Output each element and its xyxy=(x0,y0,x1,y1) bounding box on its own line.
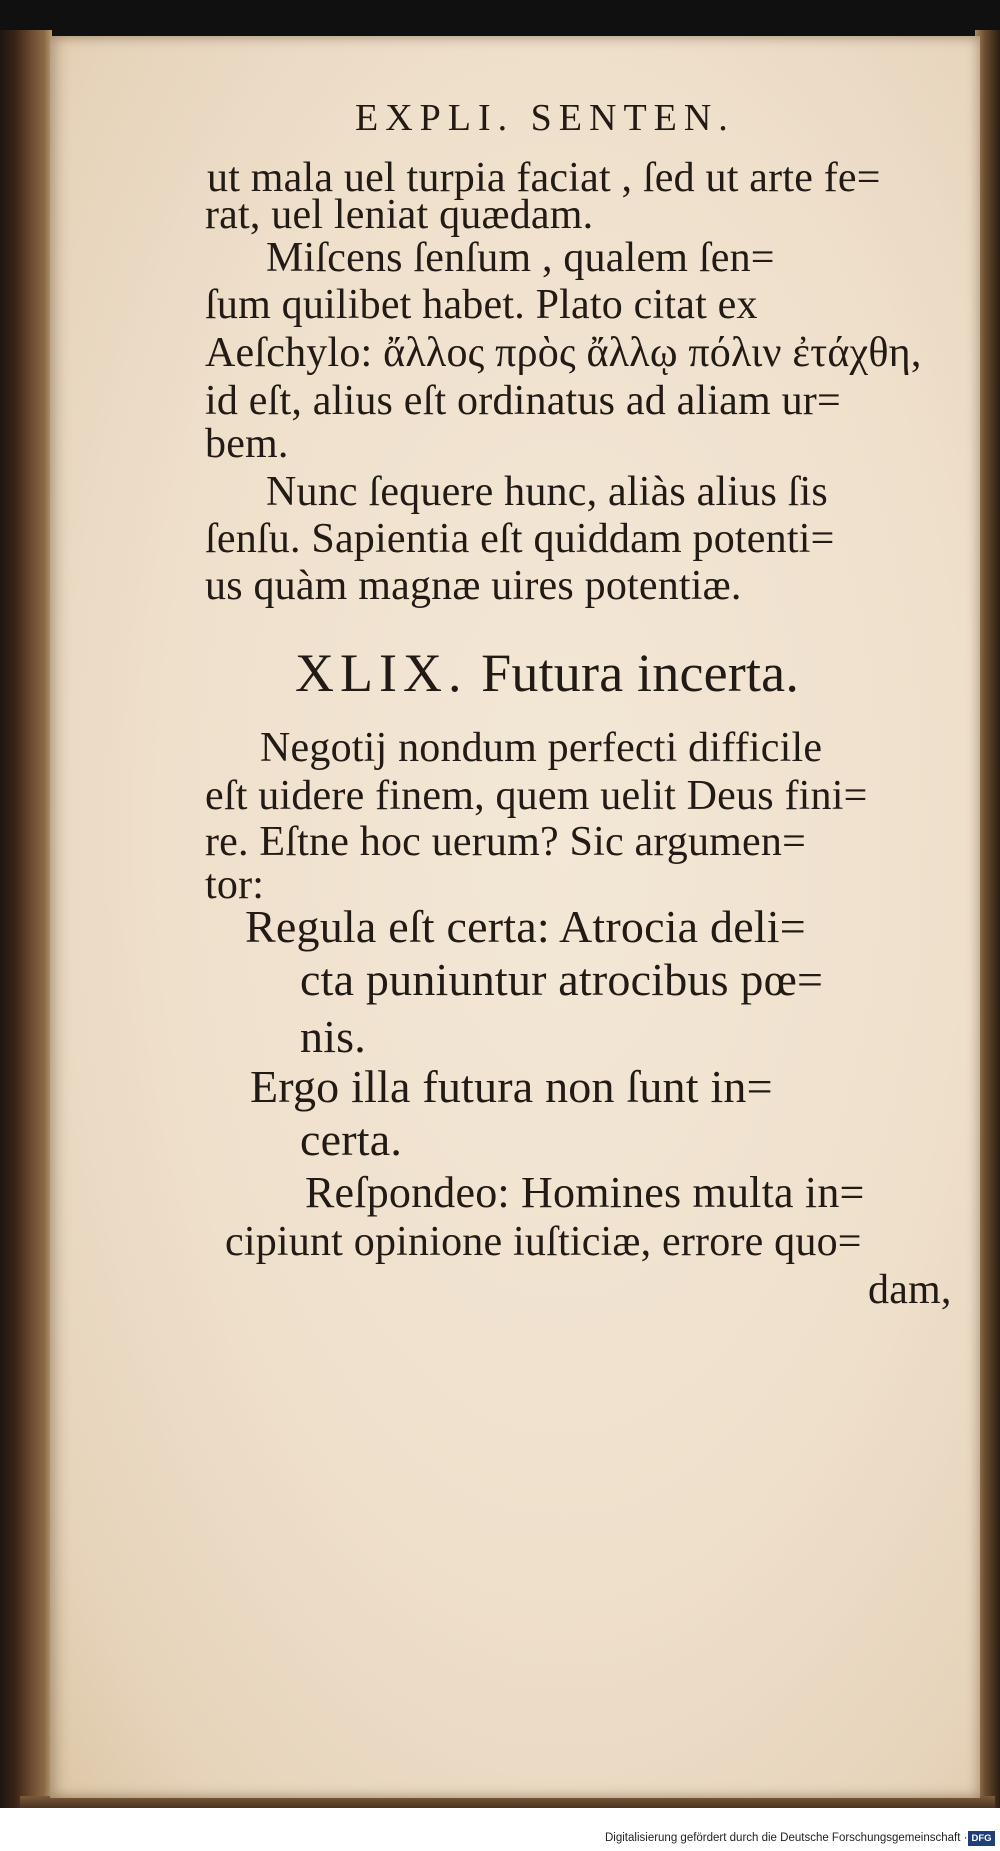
text-line: cta puniuntur atrocibus pœ= xyxy=(300,954,824,1005)
text-line: ut mala uel turpia faciat , ſed ut arte fe= xyxy=(207,155,881,201)
text-line: ſenſu. Sapientia eſt quiddam potenti= xyxy=(205,516,835,562)
text-line: tor: xyxy=(205,862,265,908)
digitization-credit: Digitalisierung gefördert durch die Deutsche Forschungsgemeinschaft · xyxy=(605,1832,968,1844)
text-line: Ergo illa futura non ſunt in= xyxy=(250,1061,773,1112)
text-line: ſum quilibet habet. Plato citat ex xyxy=(205,282,758,328)
section-number: XLIX. xyxy=(295,643,468,703)
dfg-logo-icon: DFG xyxy=(968,1831,995,1846)
text-line: Negotij nondum perfecti difficile xyxy=(260,725,823,771)
text-line: Miſcens ſenſum , qualem ſen= xyxy=(266,235,775,281)
text-line: bem. xyxy=(205,421,289,467)
catchword: dam, xyxy=(868,1267,952,1313)
book-cover-left-edge xyxy=(0,30,52,1816)
running-header: EXPLI. SENTEN. xyxy=(355,97,735,139)
text-line: nis. xyxy=(300,1011,366,1062)
section-title: Futura incerta. xyxy=(481,643,800,703)
text-line: Regula eſt certa: Atrocia deli= xyxy=(245,901,806,952)
text-line: Nunc ſequere hunc, aliàs alius ſis xyxy=(266,469,828,515)
scan-top-border xyxy=(0,0,1000,40)
text-line: us quàm magnæ uires potentiæ. xyxy=(205,563,742,609)
text-line: Aeſchylo: ἄλλος πρὸς ἄλλῳ πόλιν ἐτάχθη, xyxy=(205,330,922,376)
text-line: re. Eſtne hoc uerum? Sic argumen= xyxy=(205,819,806,865)
text-line: cipiunt opinione iuſticiæ, errore quo= xyxy=(225,1219,862,1265)
section-heading xyxy=(295,642,799,704)
text-line: certa. xyxy=(300,1114,403,1165)
scan-bottom-border xyxy=(0,1808,1000,1851)
text-line: rat, uel leniat quædam. xyxy=(205,192,594,238)
text-line: Reſpondeo: Homines multa in= xyxy=(305,1168,865,1217)
text-line: id eſt, alius eſt ordinatus ad aliam ur= xyxy=(205,378,841,424)
text-line: eſt uidere finem, quem uelit Deus fini= xyxy=(205,773,868,819)
